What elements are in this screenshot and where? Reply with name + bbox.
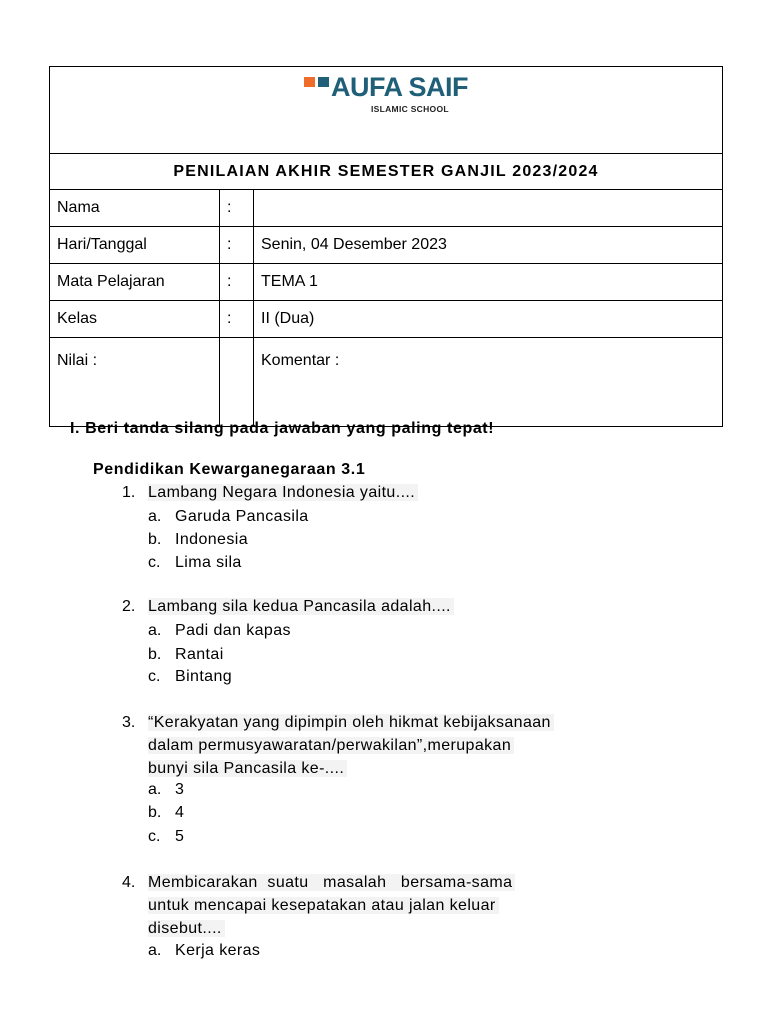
question-text bbox=[148, 598, 454, 616]
question-line: dalam permusyawaratan/perwakilan”,merupakan bbox=[148, 737, 514, 754]
question-text bbox=[148, 484, 418, 502]
option-text[interactable]: 4 bbox=[175, 804, 185, 821]
question-line: Lambang Negara Indonesia yaitu.... bbox=[148, 484, 418, 501]
logo-cell bbox=[50, 67, 723, 154]
question-line: Lambang sila kedua Pancasila adalah.... bbox=[148, 598, 454, 615]
exam-title: PENILAIAN AKHIR SEMESTER GANJIL 2023/2024 bbox=[50, 154, 723, 190]
option-text[interactable]: Rantai bbox=[175, 646, 224, 663]
question-number: 2. bbox=[122, 598, 136, 615]
value-mata-pelajaran: TEMA 1 bbox=[254, 264, 723, 301]
exam-header-table bbox=[49, 66, 723, 427]
teal-square-icon bbox=[318, 77, 329, 87]
colon: : bbox=[220, 301, 254, 338]
option-text[interactable]: Padi dan kapas bbox=[175, 622, 291, 639]
option-letter: a. bbox=[148, 781, 162, 798]
option-text[interactable]: Bintang bbox=[175, 668, 233, 685]
value-hari-tanggal: Senin, 04 Desember 2023 bbox=[254, 227, 723, 264]
logo-subtitle: ISLAMIC SCHOOL bbox=[371, 104, 449, 114]
option-text[interactable]: Garuda Pancasila bbox=[175, 508, 309, 525]
option-text[interactable]: 5 bbox=[175, 828, 185, 845]
question-number: 3. bbox=[122, 714, 136, 731]
question-line: disebut.... bbox=[148, 920, 225, 937]
row-kelas bbox=[50, 301, 723, 338]
logo-squares-icon bbox=[304, 77, 330, 87]
logo-name: AUFA SAIF bbox=[331, 72, 468, 102]
label-komentar: Komentar : bbox=[254, 338, 723, 427]
option-letter: c. bbox=[148, 828, 161, 845]
option-letter: b. bbox=[148, 531, 162, 548]
question-line: “Kerakyatan yang dipimpin oleh hikmat kebijaksanaan bbox=[148, 714, 554, 731]
colon: : bbox=[220, 227, 254, 264]
value-nama[interactable] bbox=[254, 190, 723, 227]
option-text[interactable]: 3 bbox=[175, 781, 185, 798]
option-letter: b. bbox=[148, 646, 162, 663]
row-nilai-komentar bbox=[50, 338, 723, 427]
question-number: 1. bbox=[122, 484, 136, 501]
question-line: bunyi sila Pancasila ke-.... bbox=[148, 760, 347, 777]
subject-heading: Pendidikan Kewarganegaraan 3.1 bbox=[93, 461, 366, 478]
option-text[interactable]: Lima sila bbox=[175, 554, 242, 571]
label-kelas: Kelas bbox=[50, 301, 220, 338]
row-hari-tanggal bbox=[50, 227, 723, 264]
option-letter: a. bbox=[148, 508, 162, 525]
question-number: 4. bbox=[122, 874, 136, 891]
option-letter: a. bbox=[148, 622, 162, 639]
label-nilai: Nilai : bbox=[50, 338, 220, 427]
option-letter: c. bbox=[148, 668, 161, 685]
colon: : bbox=[220, 264, 254, 301]
row-mata-pelajaran bbox=[50, 264, 723, 301]
option-letter: b. bbox=[148, 804, 162, 821]
instruction-text: I. Beri tanda silang pada jawaban yang paling tepat! bbox=[70, 420, 495, 437]
orange-square-icon bbox=[304, 77, 315, 87]
option-text[interactable]: Indonesia bbox=[175, 531, 248, 548]
option-text[interactable]: Kerja keras bbox=[175, 942, 261, 959]
row-nama bbox=[50, 190, 723, 227]
option-letter: c. bbox=[148, 554, 161, 571]
question-line: untuk mencapai kesepatakan atau jalan keluar bbox=[148, 897, 499, 914]
empty-cell bbox=[220, 338, 254, 427]
colon: : bbox=[220, 190, 254, 227]
label-nama: Nama bbox=[50, 190, 220, 227]
label-mata-pelajaran: Mata Pelajaran bbox=[50, 264, 220, 301]
option-letter: a. bbox=[148, 942, 162, 959]
label-hari-tanggal: Hari/Tanggal bbox=[50, 227, 220, 264]
question-line: Membicarakan suatu masalah bersama-sama bbox=[148, 874, 515, 891]
value-kelas: II (Dua) bbox=[254, 301, 723, 338]
